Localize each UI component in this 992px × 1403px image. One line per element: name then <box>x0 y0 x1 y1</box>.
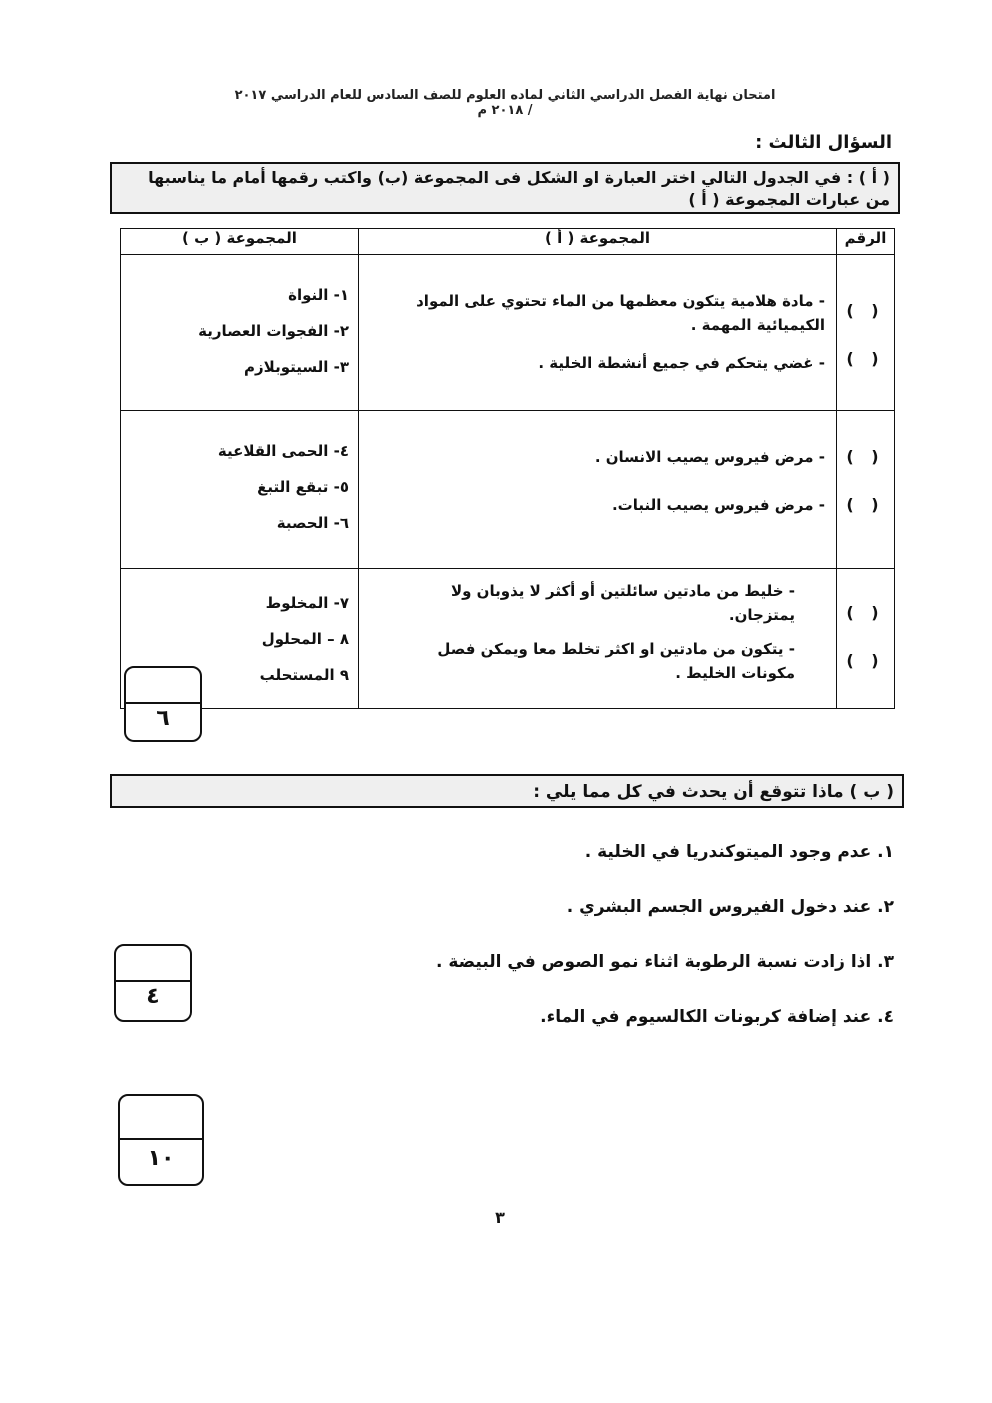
group-a-statement: - مرض فيروس يصيب الانسان . <box>594 448 825 466</box>
table-row <box>121 255 895 411</box>
score-divider <box>126 702 200 704</box>
part-b-score: ٤ <box>146 984 160 1009</box>
list-item: ٢. عند دخول الفيروس الجسم البشري . <box>566 897 894 917</box>
page-number: ٣ <box>495 1208 505 1227</box>
answer-blank[interactable]: ( ) <box>846 651 885 670</box>
group-a-statement: - مرض فيروس يصيب النبات. <box>611 496 825 514</box>
group-b-option: ٨ – المحلول <box>261 630 349 648</box>
table-row <box>121 569 895 709</box>
group-b-option: ٤- الحمى القلاعية <box>217 442 349 460</box>
score-divider <box>116 980 190 982</box>
list-item: ٤. عند إضافة كربونات الكالسيوم في الماء. <box>540 1007 894 1027</box>
header-group-a: المجموعة ( أ ) <box>359 229 837 255</box>
group-a-cell <box>359 255 837 411</box>
group-a-cell <box>359 411 837 569</box>
answer-cell <box>837 569 895 709</box>
group-a-statement: - غضي يتحكم في جميع أنشطة الخلية . <box>538 354 825 372</box>
answer-cell <box>837 255 895 411</box>
part-b-instruction: ( ب ) ماذا تتوقع أن يحدث في كل مما يلي : <box>110 774 904 808</box>
question-title: السؤال الثالث : <box>755 132 892 153</box>
group-b-cell <box>121 255 359 411</box>
group-b-option: ٣- السيتوبلازم <box>244 358 349 376</box>
table-row <box>121 411 895 569</box>
total-score-box <box>118 1094 204 1186</box>
total-score: ١٠ <box>147 1146 175 1171</box>
part-a-score: ٦ <box>156 706 170 731</box>
group-a-cell <box>359 569 837 709</box>
header-num: الرقم <box>837 229 895 255</box>
group-a-statement: - مادة هلامية يتكون معظمها من الماء تحتوي على المواد الكيميائية المهمة . <box>416 292 825 334</box>
answer-blank[interactable]: ( ) <box>846 495 885 514</box>
score-divider <box>120 1138 202 1140</box>
part-a-score-box <box>124 666 202 742</box>
group-b-option: ٩ المستحلب <box>259 666 349 684</box>
part-b-score-box <box>114 944 192 1022</box>
part-a-instruction: ( أ ) : في الجدول التالي اختر العبارة او الشكل فى المجموعة (ب) واكتب رقمها أمام ما يناسبها من عبارات المجموعة ( أ ) <box>110 162 900 214</box>
part-b-list <box>374 830 894 1050</box>
answer-cell <box>837 411 895 569</box>
table-header-row <box>121 229 895 255</box>
answer-blank[interactable]: ( ) <box>846 603 885 622</box>
group-b-option: ٥- تبقع التبغ <box>257 478 349 496</box>
list-item: ٣. اذا زادت نسبة الرطوبة اثناء نمو الصوص في البيضة . <box>435 952 894 972</box>
exam-header-title: امتحان نهاية الفصل الدراسي الثاني لماده العلوم للصف السادس للعام الدراسي ٢٠١٧ / ٢٠١٨ م <box>234 88 776 118</box>
answer-blank[interactable]: ( ) <box>846 447 885 466</box>
group-b-option: ١- النواة <box>288 286 349 304</box>
group-b-option: ٢- الفجوات العصارية <box>198 322 349 340</box>
group-b-option: ٦- الحصبة <box>276 514 349 532</box>
answer-blank[interactable]: ( ) <box>846 301 885 320</box>
header-group-b: المجموعة ( ب ) <box>121 229 359 255</box>
group-b-cell <box>121 411 359 569</box>
group-a-statement: - يتكون من مادتين او اكثر تخلط معا ويمكن فصل مكونات الخليط . <box>437 640 795 682</box>
list-item: ١. عدم وجود الميتوكندريا في الخلية . <box>584 842 894 862</box>
group-b-option: ٧- المخلوط <box>265 594 349 612</box>
group-a-statement: - خليط من مادتين سائلتين أو أكثر لا يذوبان ولا يمتزجان. <box>450 582 795 624</box>
matching-table <box>120 228 895 709</box>
answer-blank[interactable]: ( ) <box>846 349 885 368</box>
